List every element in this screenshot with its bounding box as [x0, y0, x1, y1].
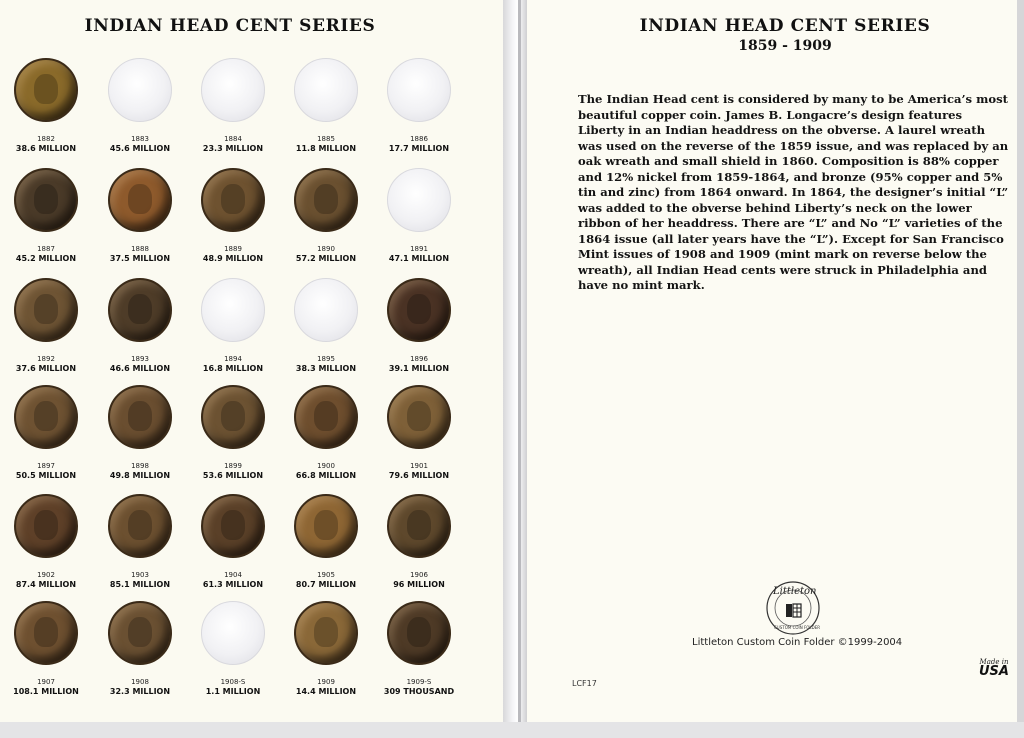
coin-year: 1887 — [37, 245, 55, 253]
coin-year: 1893 — [131, 355, 149, 363]
coin-slot — [0, 601, 96, 697]
indian-head-cent-coin — [201, 494, 265, 558]
coin-slot — [183, 494, 283, 590]
coin-slot — [0, 168, 96, 264]
coin-slot — [183, 278, 283, 374]
coin-slot — [183, 385, 283, 481]
logo-wordmark: Littleton — [773, 586, 817, 597]
coin-mintage: 1.1 MILLION — [205, 687, 261, 696]
coin-slot — [276, 168, 376, 264]
indian-head-cent-coin — [14, 494, 78, 558]
coin-year: 1883 — [131, 135, 149, 143]
coin-year: 1885 — [317, 135, 335, 143]
coin-year: 1900 — [317, 462, 335, 470]
empty-coin-hole — [387, 168, 451, 232]
coin-slot — [90, 385, 190, 481]
coin-slot — [183, 168, 283, 264]
indian-head-cent-coin — [294, 601, 358, 665]
page-edge — [1017, 0, 1024, 722]
coin-slot — [369, 601, 469, 697]
coin-slot — [90, 58, 190, 154]
indian-head-cent-coin — [294, 385, 358, 449]
empty-coin-hole — [387, 58, 451, 122]
coin-mintage: 108.1 MILLION — [13, 687, 79, 696]
coin-year: 1899 — [224, 462, 242, 470]
coin-mintage: 87.4 MILLION — [15, 580, 77, 589]
coin-year: 1897 — [37, 462, 55, 470]
coin-mintage: 37.6 MILLION — [15, 364, 77, 373]
coin-year: 1905 — [317, 571, 335, 579]
coin-folder-logo-icon — [765, 580, 821, 636]
indian-head-cent-coin — [201, 385, 265, 449]
coin-year: 1882 — [37, 135, 55, 143]
coin-year: 1908 — [131, 678, 149, 686]
coin-year: 1902 — [37, 571, 55, 579]
coin-year: 1906 — [410, 571, 428, 579]
coin-slot — [369, 58, 469, 154]
coin-slot — [0, 58, 96, 154]
usa-label: USA — [979, 664, 1009, 679]
left-page-title: INDIAN HEAD CENT SERIES — [84, 16, 376, 36]
coin-year: 1884 — [224, 135, 242, 143]
coin-mintage: 61.3 MILLION — [202, 580, 264, 589]
coin-year: 1904 — [224, 571, 242, 579]
empty-coin-hole — [201, 58, 265, 122]
indian-head-cent-coin — [14, 601, 78, 665]
coin-slot — [183, 601, 283, 697]
coin-year: 1896 — [410, 355, 428, 363]
coin-mintage: 309 THOUSAND — [383, 687, 455, 696]
indian-head-cent-coin — [108, 278, 172, 342]
coin-slot — [276, 58, 376, 154]
indian-head-cent-coin — [108, 168, 172, 232]
coin-mintage: 79.6 MILLION — [388, 471, 450, 480]
empty-coin-hole — [294, 58, 358, 122]
series-description: The Indian Head cent is considered by many to be America’s most beautiful copper coin. James B. Longacre’s design features Liberty in an Indian headdress on the obverse. A laurel wreath was used on the reverse of the 1859 issue, and was replaced by an oak wreath and small shield in 1860. Composition is 88% copper and 12% nickel from 1859-1864, and bronze (95% copper and 5% tin and zinc) from 1864 onward. In 1864, the designer’s initial “L” was added to the obverse behind Liberty’s neck on the lower ribbon of her headdress. There are “L” and No “L” varieties of the 1864 issue (all later years have the “L”). Except for San Francisco Mint issues of 1908 and 1909 (mint mark on reverse below the wreath), all Indian Head cents were struck in Philadelphia and have no mint mark. — [578, 92, 1009, 292]
right-page-title: INDIAN HEAD CENT SERIES — [639, 16, 931, 36]
coin-mintage: 23.3 MILLION — [202, 144, 264, 153]
coin-mintage: 48.9 MILLION — [202, 254, 264, 263]
coin-year: 1907 — [37, 678, 55, 686]
coin-mintage: 14.4 MILLION — [295, 687, 357, 696]
indian-head-cent-coin — [108, 385, 172, 449]
coin-year: 1903 — [131, 571, 149, 579]
coin-mintage: 38.6 MILLION — [15, 144, 77, 153]
coin-mintage: 17.7 MILLION — [388, 144, 450, 153]
coin-slot — [0, 494, 96, 590]
coin-mintage: 11.8 MILLION — [295, 144, 357, 153]
coin-slot — [276, 494, 376, 590]
folder-spine — [503, 0, 527, 722]
coin-year: 1909 — [317, 678, 335, 686]
coin-mintage: 96 MILLION — [393, 580, 445, 589]
coin-year: 1901 — [410, 462, 428, 470]
logo-ring-text: CUSTOM COIN FOLDER — [774, 625, 821, 630]
coin-year: 1890 — [317, 245, 335, 253]
coin-slot — [369, 494, 469, 590]
indian-head-cent-coin — [14, 58, 78, 122]
coin-year: 1894 — [224, 355, 242, 363]
coin-slot — [90, 601, 190, 697]
coin-mintage: 45.6 MILLION — [109, 144, 171, 153]
empty-coin-hole — [201, 278, 265, 342]
coin-mintage: 38.3 MILLION — [295, 364, 357, 373]
coin-mintage: 16.8 MILLION — [202, 364, 264, 373]
coin-mintage: 85.1 MILLION — [109, 580, 171, 589]
indian-head-cent-coin — [108, 601, 172, 665]
coin-year: 1891 — [410, 245, 428, 253]
coin-mintage: 66.8 MILLION — [295, 471, 357, 480]
indian-head-cent-coin — [294, 168, 358, 232]
indian-head-cent-coin — [201, 168, 265, 232]
coin-year: 1892 — [37, 355, 55, 363]
coin-slot — [90, 494, 190, 590]
coin-slot — [90, 168, 190, 264]
coin-slot — [276, 278, 376, 374]
coin-year: 1908-S — [220, 678, 246, 686]
coin-mintage: 37.5 MILLION — [109, 254, 171, 263]
coin-mintage: 57.2 MILLION — [295, 254, 357, 263]
coin-year: 1909-S — [406, 678, 432, 686]
coin-mintage: 39.1 MILLION — [388, 364, 450, 373]
folder-code: LCF17 — [572, 679, 597, 688]
indian-head-cent-coin — [387, 278, 451, 342]
coin-year: 1895 — [317, 355, 335, 363]
made-in-usa-badge — [972, 658, 1016, 678]
coin-mintage: 49.8 MILLION — [109, 471, 171, 480]
indian-head-cent-coin — [14, 278, 78, 342]
coin-mintage: 80.7 MILLION — [295, 580, 357, 589]
copyright-footer: Littleton Custom Coin Folder ©1999-2004 — [692, 637, 903, 648]
indian-head-cent-coin — [387, 494, 451, 558]
indian-head-cent-coin — [14, 168, 78, 232]
coin-slot — [369, 168, 469, 264]
coin-year: 1888 — [131, 245, 149, 253]
coin-year: 1886 — [410, 135, 428, 143]
made-in-label: Made in — [979, 658, 1009, 666]
indian-head-cent-coin — [387, 385, 451, 449]
empty-coin-hole — [201, 601, 265, 665]
coin-slot — [276, 601, 376, 697]
coin-slot — [90, 278, 190, 374]
coin-slot — [369, 385, 469, 481]
indian-head-cent-coin — [108, 494, 172, 558]
coin-slot — [276, 385, 376, 481]
indian-head-cent-coin — [387, 601, 451, 665]
coin-slot — [0, 278, 96, 374]
coin-slot — [183, 58, 283, 154]
coin-mintage: 45.2 MILLION — [15, 254, 77, 263]
coin-mintage: 53.6 MILLION — [202, 471, 264, 480]
coin-slot — [369, 278, 469, 374]
empty-coin-hole — [294, 278, 358, 342]
date-range: 1859 - 1909 — [738, 38, 832, 54]
indian-head-cent-coin — [294, 494, 358, 558]
coin-mintage: 50.5 MILLION — [15, 471, 77, 480]
folder-bottom-edge — [0, 722, 1024, 738]
coin-mintage: 32.3 MILLION — [109, 687, 171, 696]
coin-mintage: 47.1 MILLION — [388, 254, 450, 263]
indian-head-cent-coin — [14, 385, 78, 449]
spine-fold-line — [518, 0, 521, 722]
empty-coin-hole — [108, 58, 172, 122]
coin-mintage: 46.6 MILLION — [109, 364, 171, 373]
coin-year: 1889 — [224, 245, 242, 253]
coin-year: 1898 — [131, 462, 149, 470]
coin-slot — [0, 385, 96, 481]
